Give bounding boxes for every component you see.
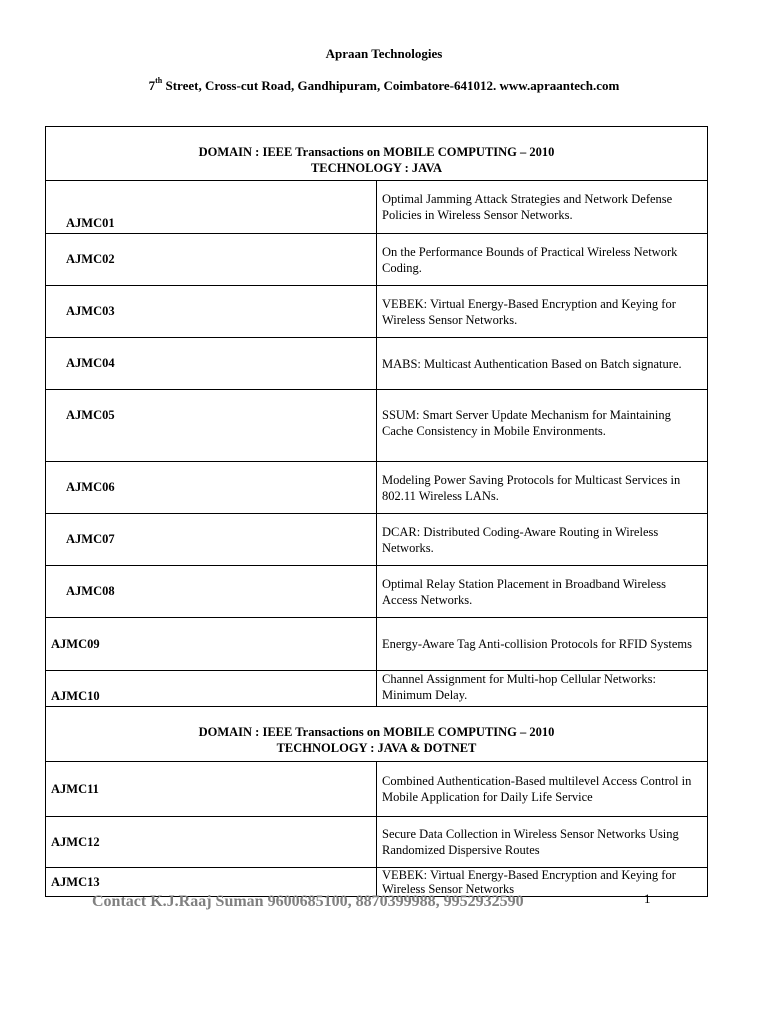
project-title: Channel Assignment for Multi-hop Cellular Networks: Minimum Delay. bbox=[377, 671, 708, 707]
table-row bbox=[46, 762, 708, 817]
technology-line: TECHNOLOGY : JAVA bbox=[310, 160, 443, 175]
project-code: AJMC05 bbox=[46, 390, 377, 462]
domain-header-java-dotnet bbox=[46, 707, 708, 762]
domain-header-row bbox=[46, 707, 708, 762]
domain-header-java bbox=[46, 127, 708, 181]
project-title: VEBEK: Virtual Energy-Based Encryption and Keying for Wireless Sensor Networks bbox=[377, 868, 708, 897]
project-code: AJMC11 bbox=[46, 762, 377, 817]
project-code: AJMC02 bbox=[46, 234, 377, 286]
table-row bbox=[46, 514, 708, 566]
project-title: Modeling Power Saving Protocols for Multicast Services in 802.11 Wireless LANs. bbox=[377, 462, 708, 514]
street-number: 7 bbox=[148, 78, 156, 93]
project-title: Energy-Aware Tag Anti-collision Protocols for RFID Systems bbox=[377, 618, 708, 671]
project-code: AJMC12 bbox=[46, 817, 377, 868]
table-row bbox=[46, 286, 708, 338]
project-code: AJMC03 bbox=[46, 286, 377, 338]
project-title: DCAR: Distributed Coding-Aware Routing in Wireless Networks. bbox=[377, 514, 708, 566]
table-row bbox=[46, 462, 708, 514]
page-number: 1 bbox=[644, 891, 651, 906]
project-title: Optimal Relay Station Placement in Broadband Wireless Access Networks. bbox=[377, 566, 708, 618]
street-number-suffix: th bbox=[155, 76, 163, 85]
project-title: Optimal Jamming Attack Strategies and Network Defense Policies in Wireless Sensor Networks. bbox=[377, 181, 708, 234]
project-code: AJMC08 bbox=[46, 566, 377, 618]
table-row bbox=[46, 566, 708, 618]
table-row bbox=[46, 390, 708, 462]
project-title: VEBEK: Virtual Energy-Based Encryption and Keying for Wireless Sensor Networks. bbox=[377, 286, 708, 338]
project-code: AJMC06 bbox=[46, 462, 377, 514]
domain-line: DOMAIN : IEEE Transactions on MOBILE COMPUTING – 2010 bbox=[198, 725, 555, 739]
project-code: AJMC07 bbox=[46, 514, 377, 566]
project-table bbox=[45, 126, 708, 897]
table-row bbox=[46, 181, 708, 234]
project-code: AJMC13 bbox=[46, 868, 377, 897]
table-row bbox=[46, 817, 708, 868]
project-title: On the Performance Bounds of Practical Wireless Network Coding. bbox=[377, 234, 708, 286]
domain-line: DOMAIN : IEEE Transactions on MOBILE COMPUTING – 2010 bbox=[198, 144, 555, 159]
contact-footer: Contact K.J.Raaj Suman 9600685100, 8870399988, 9952932590 bbox=[92, 893, 524, 910]
technology-line: TECHNOLOGY : JAVA & DOTNET bbox=[276, 741, 477, 755]
company-name: Apraan Technologies bbox=[325, 46, 443, 61]
project-code: AJMC09 bbox=[46, 618, 377, 671]
project-code: AJMC01 bbox=[46, 181, 377, 234]
table-row bbox=[46, 618, 708, 671]
company-address bbox=[0, 78, 768, 94]
table-row bbox=[46, 671, 708, 707]
project-title: MABS: Multicast Authentication Based on Batch signature. bbox=[377, 338, 708, 390]
project-title: SSUM: Smart Server Update Mechanism for Maintaining Cache Consistency in Mobile Environments. bbox=[377, 390, 708, 462]
project-title: Combined Authentication-Based multilevel Access Control in Mobile Application for Daily Life Service bbox=[377, 762, 708, 817]
table-row bbox=[46, 338, 708, 390]
project-code: AJMC04 bbox=[46, 338, 377, 390]
project-title: Secure Data Collection in Wireless Sensor Networks Using Randomized Dispersive Routes bbox=[377, 817, 708, 868]
address-text: Street, Cross-cut Road, Gandhipuram, Coimbatore-641012. www.apraantech.com bbox=[162, 78, 620, 93]
project-code: AJMC10 bbox=[46, 671, 377, 707]
domain-header-row bbox=[46, 127, 708, 181]
table-row bbox=[46, 234, 708, 286]
